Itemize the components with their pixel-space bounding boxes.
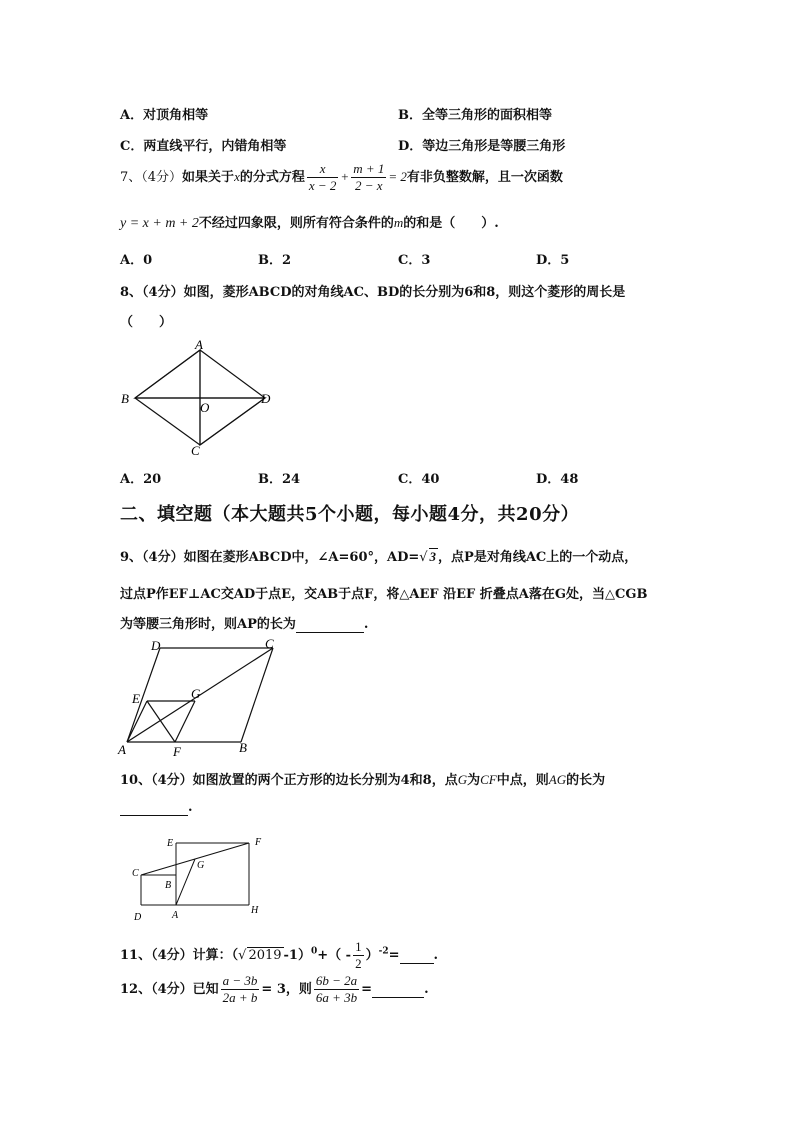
q7-option-d: D．5 — [536, 253, 570, 268]
q6-option-d: D．等边三角形是等腰三角形 — [398, 139, 566, 154]
q7-fraction-1-denominator: x − 2 — [308, 178, 337, 193]
q8-question-line-1: 8、（4分）如图，菱形ABCD的对角线AC、BD的长分别为6和8，则这个菱形的周长是 — [120, 285, 626, 300]
q9-label-b: B — [239, 740, 247, 755]
q8-option-b: B．24 — [258, 472, 301, 487]
q11-sqrt-symbol: √ — [238, 948, 247, 963]
q12-fraction-2-denominator: 6a + 3b — [315, 990, 358, 1005]
q10-label-a: A — [172, 910, 179, 921]
q7-text-3: 有非负整数解，且一次函数 — [406, 170, 563, 185]
q10-label-g: G — [197, 860, 205, 871]
q12-text-4: . — [424, 982, 429, 997]
q7-text-5: 的和是（ ）. — [403, 216, 499, 231]
q10-label-f: F — [255, 837, 262, 848]
q7-option-b: B．2 — [258, 253, 292, 268]
q7-var-x: x — [234, 169, 240, 184]
q8-option-a: A．20 — [120, 472, 162, 487]
q8-label-d: D — [261, 391, 271, 406]
q9-line-2: 过点P作EF⊥AC交AD于点E，交AB于点F，将△AEF 沿EF 折叠点A落在G处，当△CGB — [120, 587, 648, 602]
q8-side-ab — [135, 350, 200, 398]
q11-answer-blank[interactable] — [400, 948, 434, 964]
q6-option-c: C．两直线平行，内错角相等 — [120, 139, 287, 154]
q12-fraction-1 — [221, 973, 260, 1006]
q11-text-6: . — [433, 948, 439, 963]
q11-exponent-0: 0 — [310, 946, 318, 957]
q10-squares-figure — [125, 832, 275, 927]
q12-answer-blank[interactable] — [372, 982, 424, 998]
q10-segment-cf: CF — [480, 772, 497, 787]
q11-sqrt — [238, 948, 283, 963]
q7-text-1: 如果关于 — [182, 170, 235, 185]
q10-segment-ag — [176, 859, 195, 905]
q11-text-4: ） — [365, 948, 379, 963]
q7-fraction-1-numerator: x — [307, 161, 339, 178]
q10-text-1: 10、（4分）如图放置的两个正方形的边长分别为4和8，点 — [120, 773, 458, 788]
q9-sqrt-symbol: √ — [419, 550, 428, 565]
q8-label-o: O — [200, 400, 210, 415]
q12-text-3: = — [361, 982, 373, 997]
q7-option-c: C．3 — [398, 253, 431, 268]
q7-var-m: m — [393, 215, 404, 230]
q9-side-cb — [241, 648, 273, 742]
q9-sqrt — [419, 550, 438, 565]
q9-segment-gf — [175, 701, 195, 742]
q10-label-e: E — [167, 838, 174, 849]
q7-text-2: 的分式方程 — [239, 170, 305, 185]
q9-segment-ef — [147, 701, 175, 742]
q10-point-g: G — [457, 772, 468, 787]
q11-text-1: 11、（4分）计算：（ — [120, 948, 239, 963]
q9-text-1: 9、（4分）如图在菱形ABCD中，∠A=60°，AD= — [120, 550, 420, 565]
q11-fraction-numerator: 1 — [355, 939, 362, 954]
q7-plus: + — [340, 169, 350, 184]
q11-exponent: -2 — [378, 946, 389, 957]
q8-label-b: B — [121, 391, 129, 406]
q7-linear-function: y = x + m + 2 — [120, 216, 199, 231]
q7-text-4: 不经过四象限，则所有符合条件的 — [198, 216, 394, 231]
q8-option-d: D．48 — [536, 472, 579, 487]
q10-segment-ag: AG — [548, 772, 567, 787]
q9-answer-blank[interactable] — [296, 617, 364, 633]
q10-text-5: . — [188, 800, 193, 815]
section-2-title: 二、填空题（本大题共5个小题，每小题4分，共20分） — [120, 504, 580, 525]
q8-question-line-2: （ ） — [120, 315, 173, 330]
q9-line-1 — [120, 546, 637, 565]
q7-line-1 — [120, 161, 563, 194]
q9-label-c: C — [265, 636, 274, 651]
q7-equals: = 2 — [388, 169, 407, 184]
q11-text-2: -1） — [283, 948, 311, 963]
q11-fraction — [353, 939, 364, 972]
q12-fraction-1-numerator: a − 3b — [222, 973, 258, 988]
q12-fraction-2 — [314, 973, 359, 1006]
q9-text-2: ，点P是对角线AC上的一个动点， — [438, 550, 638, 565]
q10-label-h: H — [251, 905, 259, 916]
q10-text-2: 为 — [467, 773, 481, 788]
q9-text-3: 为等腰三角形时，则AP的长为 — [120, 617, 296, 632]
q9-label-g: G — [191, 686, 201, 701]
q7-number: 7、（4分） — [120, 170, 183, 185]
q8-side-cd — [200, 398, 265, 445]
q11-text-5: = — [388, 948, 400, 963]
q7-option-a: A．0 — [120, 253, 153, 268]
q12-line — [120, 973, 429, 1006]
q12-fraction-2-numerator: 6b − 2a — [315, 973, 358, 988]
q11-fraction-denominator: 2 — [355, 956, 362, 971]
q6-option-b: B．全等三角形的面积相等 — [398, 108, 552, 123]
q10-answer-blank[interactable] — [120, 800, 188, 816]
q9-text-4: . — [363, 617, 369, 632]
q12-fraction-1-denominator: 2a + b — [222, 990, 258, 1005]
q12-text-1: 12、（4分）已知 — [120, 982, 219, 997]
q9-label-a: A — [118, 742, 126, 757]
q8-label-c: C — [191, 443, 200, 458]
q10-line-2 — [120, 800, 193, 816]
q10-text-4: 的长为 — [566, 773, 606, 788]
q8-rhombus-figure — [115, 335, 285, 460]
q8-side-ad — [200, 350, 265, 398]
q11-text-3: +（ - — [317, 948, 352, 963]
q9-rhombus-figure — [115, 635, 285, 760]
q6-option-a: A．对顶角相等 — [120, 108, 209, 123]
q10-line-1 — [120, 769, 605, 788]
q10-label-b: B — [165, 880, 172, 891]
q7-fraction-2 — [351, 161, 386, 194]
q7-line-2 — [120, 212, 499, 232]
q7-fraction-2-numerator: m + 1 — [353, 161, 385, 176]
q12-text-2: = 3，则 — [261, 982, 312, 997]
q8-label-a: A — [195, 337, 203, 352]
q11-sqrt-value: 2019 — [248, 948, 282, 963]
q10-text-3: 中点，则 — [496, 773, 549, 788]
q9-label-e: E — [132, 691, 140, 706]
q8-option-c: C．40 — [398, 472, 440, 487]
q10-label-d: D — [134, 912, 142, 923]
q7-fraction-1 — [307, 161, 339, 194]
q11-line — [120, 939, 438, 972]
q10-label-c: C — [132, 868, 139, 879]
q8-side-bc — [135, 398, 200, 445]
q9-label-f: F — [173, 744, 181, 759]
q7-fraction-2-denominator: 2 − x — [355, 178, 383, 193]
q9-line-3 — [120, 613, 368, 633]
q9-sqrt-value: 3 — [429, 549, 437, 564]
q9-label-d: D — [151, 638, 161, 653]
